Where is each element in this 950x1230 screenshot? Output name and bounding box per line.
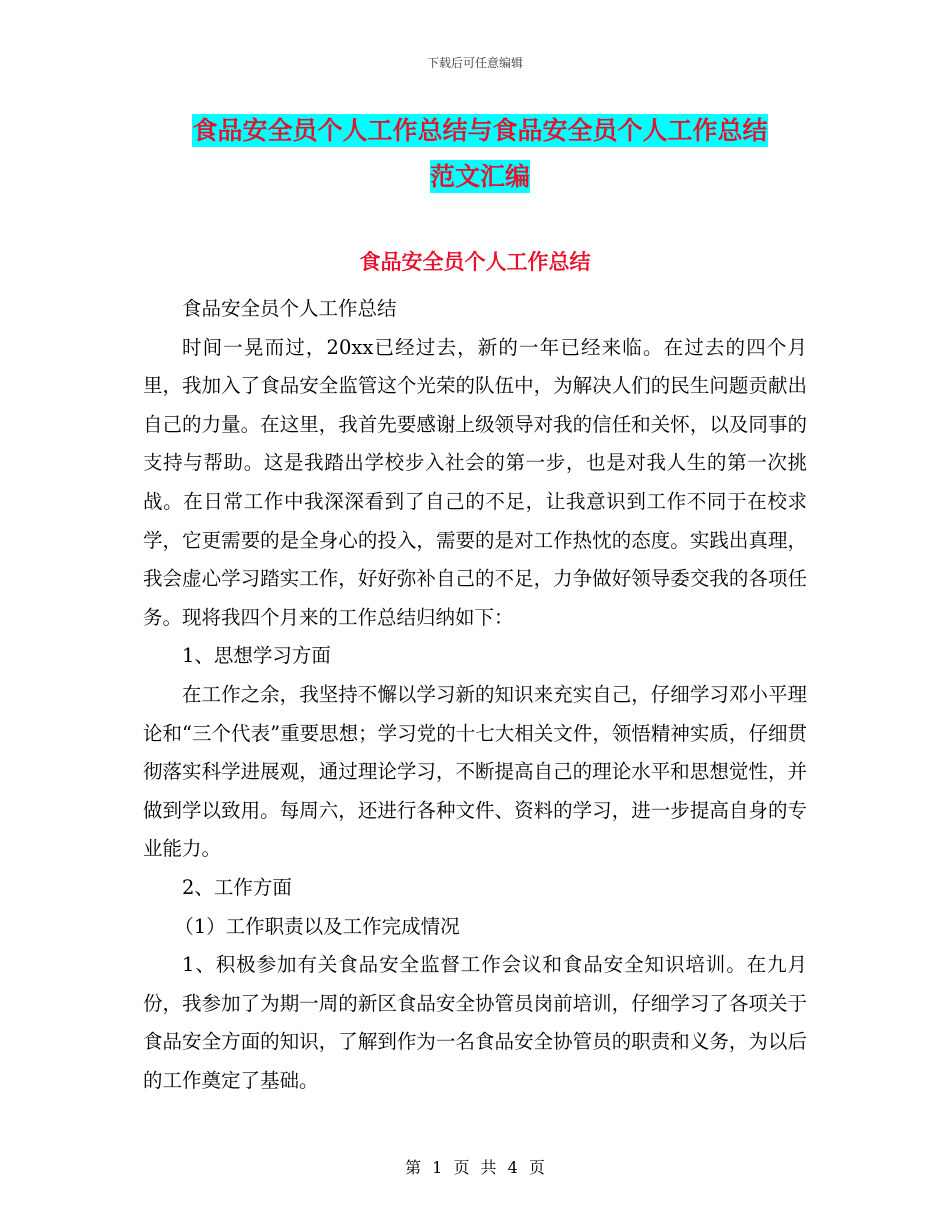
document-title-line2: 范文汇编 [429,162,530,191]
heading-work: 2、工作方面 [182,875,292,899]
body-text [143,290,807,1100]
document-title [140,108,820,200]
paragraph-thought-study: 在工作之余，我坚持不懈以学习新的知识来充实自己，仔细学习邓小平理论和“三个代表”重要思想；学习党的十七大相关文件，领悟精神实质，仔细贯彻落实科学进展观，通过理论学习，不断提高自己的理论水平和思想觉性，并做到学以致用。每周六，还进行各种文件、资料的学习，进一步提高自身的专业能力。 [143,682,807,861]
subheading-duties: （1）工作职责以及工作完成情况 [174,914,460,938]
paragraph-subtitle: 食品安全员个人工作总结 [182,297,397,320]
document-title-line1: 食品安全员个人工作总结与食品安全员个人工作总结 [192,116,768,145]
section-title: 食品安全员个人工作总结 [359,250,591,274]
header-note: 下载后可任意编辑 [426,56,523,70]
heading-thought-study: 1、思想学习方面 [182,644,331,668]
paragraph-intro: 时间一晃而过，20xx已经过去，新的一年已经来临。在过去的四个月里，我加入了食品安全监管这个光荣的队伍中，为解决人们的民生问题贡献出自己的力量。在这里，我首先要感谢上级领导对我的信任和关怀，以及同事的支持与帮助。这是我踏出学校步入社会的第一步，也是对我人生的第一次挑战。在日常工作中我深深看到了自己的不足，让我意识到工作不同于在校求学，它更需要的是全身心的投入，需要的是对工作热忱的态度。实践出真理，我会虚心学习踏实工作，好好弥补自己的不足，力争做好领导委交我的各项任务。现将我四个月来的工作总结归纳如下： [143,335,807,629]
paragraph-training: 1、积极参加有关食品安全监督工作会议和食品安全知识培训。在九月份，我参加了为期一周的新区食品安全协管员岗前培训，仔细学习了各项关于食品安全方面的知识，了解到作为一名食品安全协管员的职责和义务，为以后的工作奠定了基础。 [143,953,807,1092]
page-footer: 第 1 页 共 4 页 [405,1158,545,1177]
